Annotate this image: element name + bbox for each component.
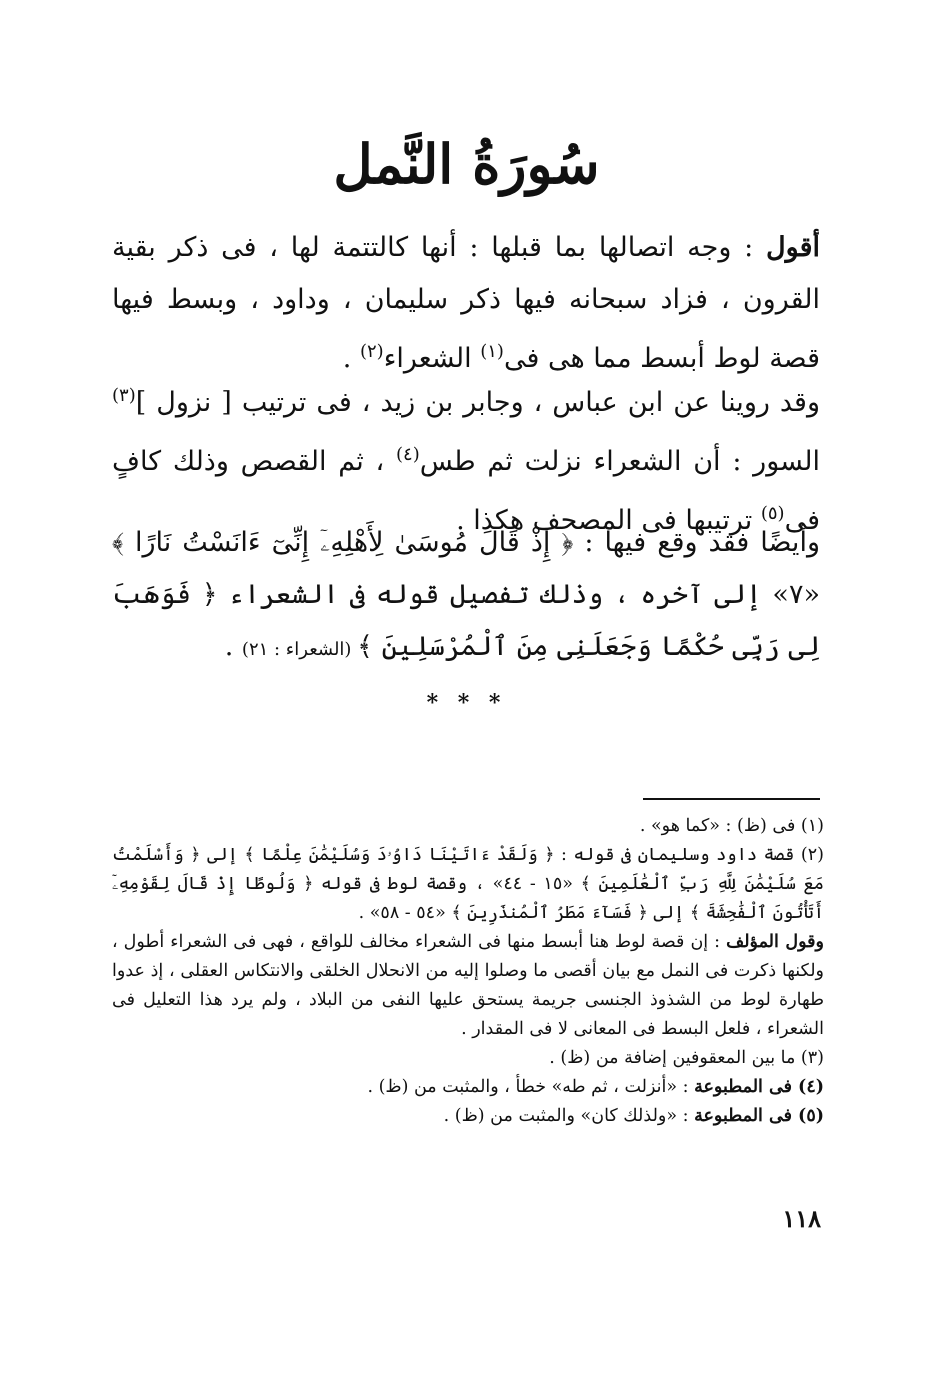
section-separator: * * * (426, 690, 507, 716)
footnote-5 (112, 1102, 824, 1131)
footnote-2-continuation (112, 928, 824, 1044)
paragraph-lead-word: أقول (766, 232, 820, 263)
paragraph-text: ترتيبها فى المصحف هكذا . (456, 505, 761, 536)
page-number: ١١٨ (782, 1204, 821, 1233)
paragraph-text: ، ثم القصص وذلك كافٍ فى (112, 446, 820, 536)
paragraph-text: وأيضًا فقد وقع فيها : ﴿ إِذْ قَالَ مُوسَىٰ لِأَهْلِهِۦٓ إِنِّىٓ ءَانَسْتُ نَارًا ﴾ «٧» إلى آخره ، وذلك تفصيل قوله فى الشعراء ﴿ فَوَهَبَ لِى رَبِّى حُكْمًا وَجَعَلَنِى مِنَ ٱلْمُرْسَلِينَ ﴾ (112, 527, 820, 662)
footnote-divider (643, 798, 820, 800)
paragraph-1 (112, 222, 820, 385)
footnote-ref: (١) (480, 341, 504, 362)
footnote-3: (٣) ما بين المعقوفين إضافة من (ظ) . (549, 1048, 824, 1068)
quran-citation: (الشعراء : ٢١) (241, 639, 358, 660)
footnote-text: : إن قصة لوط هنا أبسط منها فى الشعراء مخالف للواقع ، فهى فى الشعراء أطول ، ولكنها ذكرت فى النمل مع بيان أقصى ما وصلوا إليه من الانحلال الخلقى والانتكاس العقلى ، إذ عدوا طهارة لوط من الشذوذ الجنسى جريمة يستحق عليها النفى من البلاد ، ولم يرد هذا التعليل فى الشعراء ، فلعل البسط فى المعانى لا فى المقدار . (112, 932, 824, 1039)
paragraph-text: : وجه اتصالها بما قبلها : أنها كالتتمة لها ، فى ذكر بقية القرون ، فزاد سبحانه فيها ذكر سليمان ، وداود ، وبسط فيها قصة لوط أبسط مما هى فى (112, 232, 820, 374)
footnote-ref: (٣) (112, 385, 136, 406)
surah-title: سُورَةُ النَّمل (333, 132, 600, 196)
paragraph-text: السور : أن الشعراء نزلت ثم طس (419, 446, 820, 477)
footnote-1: (١) فى (ظ) : «كما هو» . (639, 816, 824, 836)
footnote-ref: (٢) (359, 341, 384, 362)
footnote-lead: (٥) فى المطبوعة (694, 1106, 824, 1126)
paragraph-text: . (342, 343, 360, 374)
footnote-ref: (٥) (760, 503, 785, 524)
paragraph-text: وقد روينا عن ابن عباس ، وجابر بن زيد ، فى ترتيب [ نزول ] (135, 387, 820, 418)
paragraph-3 (112, 517, 820, 676)
footnote-4 (112, 1073, 824, 1102)
footnotes (112, 812, 824, 1131)
footnote-lead: (٤) فى المطبوعة (694, 1077, 824, 1097)
paragraph-text: الشعراء (383, 343, 481, 374)
footnote-lead: وقول المؤلف (726, 932, 824, 952)
paragraph-text: . (224, 631, 242, 662)
footnote-text: : «أنزلت ، ثم طه» خطأ ، والمثبت من (ظ) . (367, 1077, 695, 1097)
footnote-2: (٢) قصة داود وسليمان فى قوله : ﴿ وَلَقَدْ ءَاتَيْنَا دَاوُۥدَ وَسُلَيْمَٰنَ عِلْمًا ﴾ إلى ﴿ وَأَسْلَمْتُ مَعَ سُلَيْمَٰنَ لِلَّهِ رَبِّ ٱلْعَٰلَمِينَ ﴾ «١٥ - ٤٤» ، وقصة لوط فى قوله ﴿ وَلُوطًا إِذْ قَالَ لِقَوْمِهِۦٓ أَتَأْتُونَ ٱلْفَٰحِشَةَ ﴾ إلى ﴿ فَسَآءَ مَطَرُ ٱلْمُنذَرِينَ ﴾ «٥٤ - ٥٨» . (112, 845, 824, 923)
footnote-text: : «ولذلك كان» والمثبت من (ظ) . (443, 1106, 695, 1126)
footnote-ref: (٤) (395, 444, 420, 465)
